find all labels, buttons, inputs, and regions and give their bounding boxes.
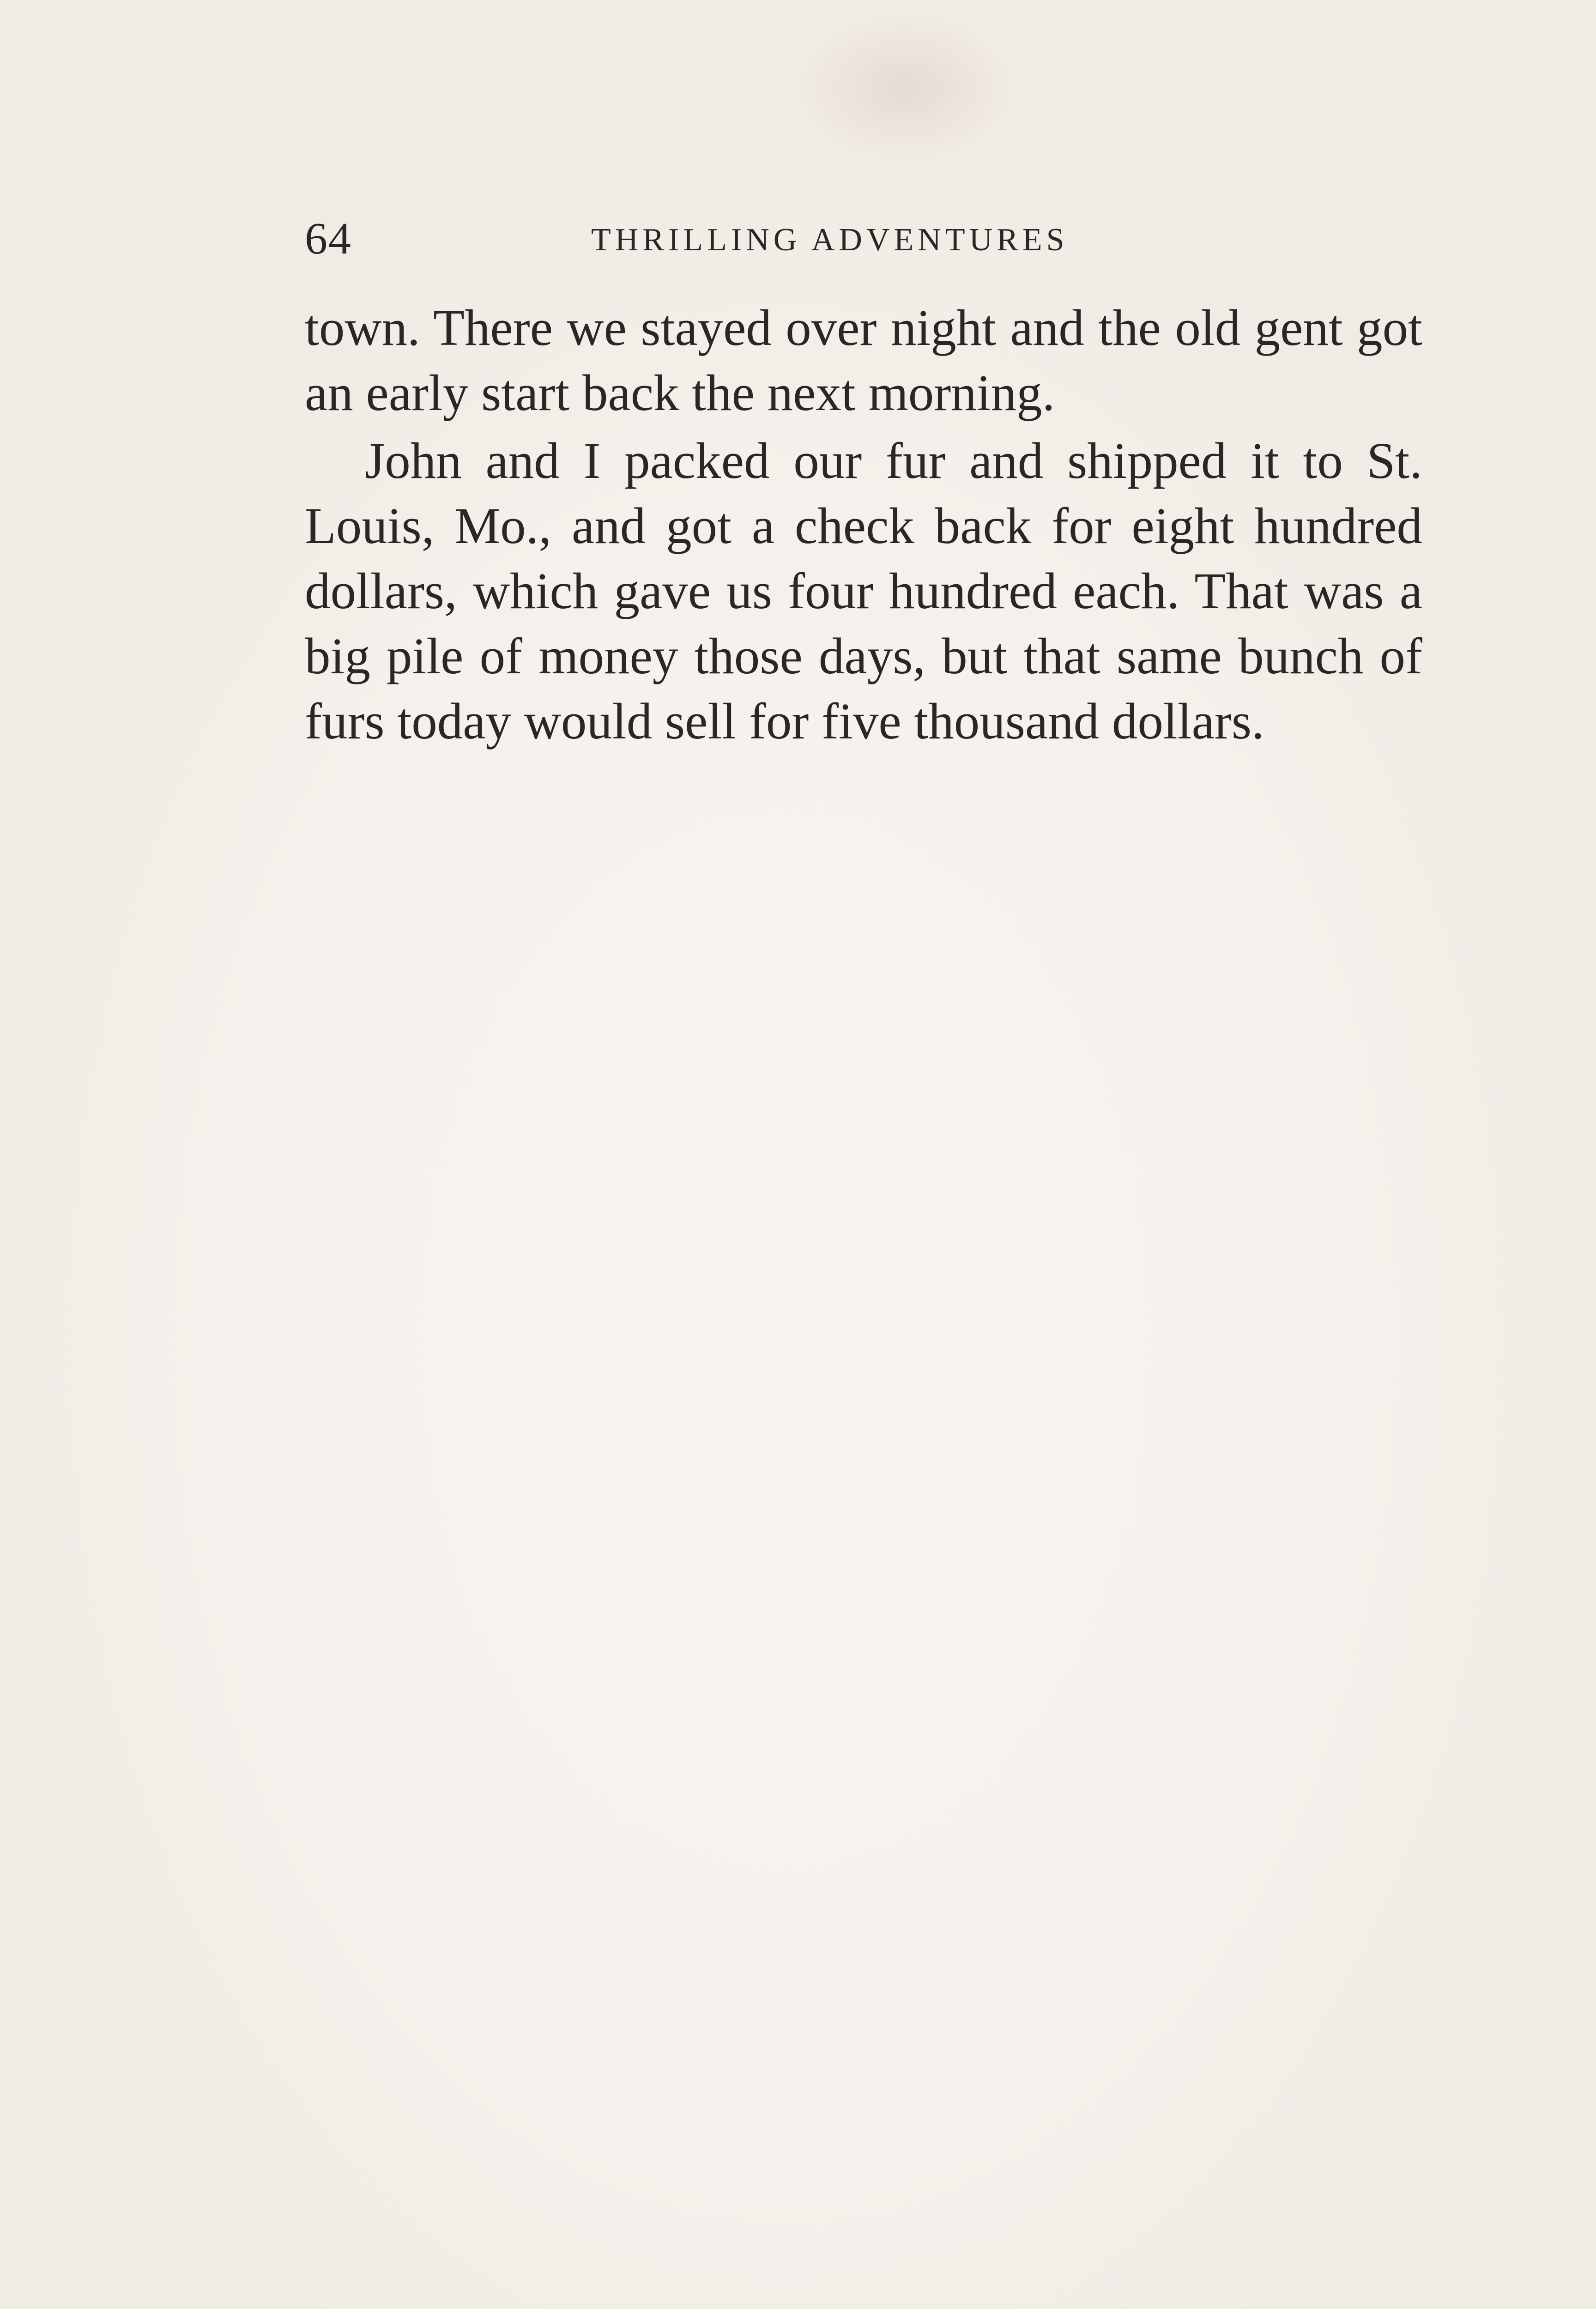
paragraph: John and I packed our fur and shipped it to St. Louis, Mo., and got a check back for eight hundred dollars, which gave us four hundred each. That was a big pile of money those days, but that same bunch of furs today would sell for five thousand dollars. (305, 433, 1422, 750)
body-text (305, 296, 1422, 754)
running-head: THRILLING ADVENTURES (591, 222, 1069, 258)
page-number: 64 (305, 214, 352, 264)
paragraph: town. There we stayed over night and the old gent got an early start back the next morning. (305, 300, 1422, 422)
page-header (305, 213, 1422, 264)
